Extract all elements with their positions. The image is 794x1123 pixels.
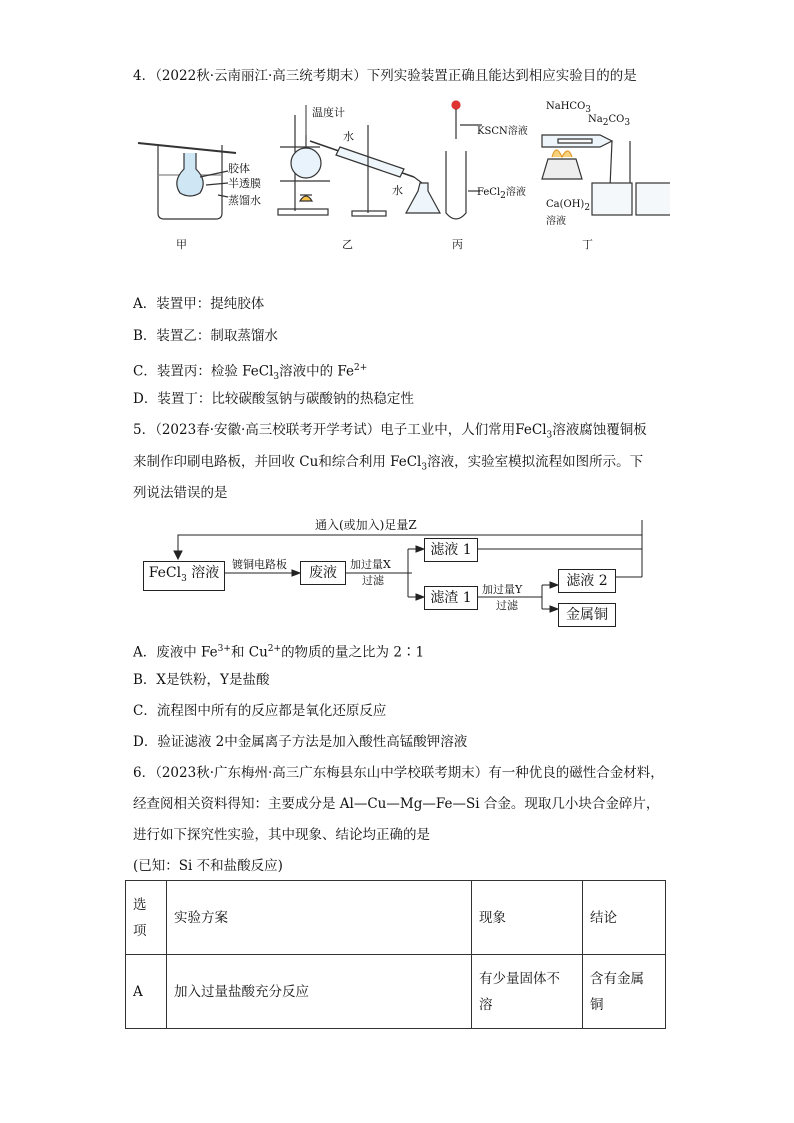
flow-top-label: 通入(或加入)足量Z [315, 518, 417, 532]
header-plan: 实验方案 [167, 881, 472, 955]
q6-stem-line3: 进行如下探究性实验，其中现象、结论均正确的是 [133, 827, 430, 843]
table-row [126, 955, 666, 1029]
row-conclusion: 含有金属 铜 [583, 955, 666, 1029]
jia-label-membrane: 半透膜 [228, 177, 261, 190]
flow-step1-label: 镀铜电路板 [232, 558, 287, 571]
ding-label-lime-solution: 溶液 [546, 216, 566, 227]
flow-box-residue1: 滤渣 1 [424, 586, 478, 610]
header-conclusion: 结论 [583, 881, 666, 955]
flow-box-fecl3: FeCl$_3$ 溶液 [143, 561, 225, 591]
yi-label-water-out: 水 [392, 184, 403, 197]
ding-label-lime: $Ca(OH)_2$ [546, 199, 591, 213]
q5-option-d: D．验证滤液 2中金属离子方法是加入酸性高锰酸钾溶液 [133, 734, 468, 750]
apparatus-bing [446, 101, 482, 219]
flow-step2-top: 加过量X [350, 558, 391, 571]
header-option: 选 项 [126, 881, 167, 955]
flow-box-waste: 废液 [300, 561, 346, 585]
flow-step3-bottom: 过滤 [496, 599, 518, 612]
q5-stem-line2: 来制作印刷电路板，并回收 Cu和综合利用 FeCl$_3$溶液，实验室模拟流程如图所示。下 [133, 454, 644, 473]
q6-stem-line4: (已知：Si 不和盐酸反应) [133, 858, 283, 874]
q5-stem-line3: 列说法错误的是 [133, 485, 228, 501]
q4-option-c: C．装置丙：检验 FeCl$_3$溶液中的 $Fe^{2+}$ [133, 363, 368, 383]
q5-stem-line1: 5．（2023春·安徽·高三校联考开学考试）电子工业中，人们常用FeCl$_3$溶液腐蚀覆铜板 [133, 422, 647, 441]
q5-option-c: C．流程图中所有的反应都是氧化还原反应 [133, 703, 387, 719]
q4-option-b: B．装置乙：制取蒸馏水 [133, 328, 278, 344]
q4-option-d: D．装置丁：比较碳酸氢钠与碳酸钠的热稳定性 [133, 391, 414, 407]
bing-label-reagent: KSCN溶液 [477, 126, 528, 137]
table-header-row [126, 881, 666, 955]
flow-box-filtrate1: 滤液 1 [424, 538, 478, 562]
flow-box-filtrate2: 滤液 2 [558, 569, 616, 593]
header-phenomenon: 现象 [472, 881, 583, 955]
q5-option-b: B．X是铁粉，Y是盐酸 [133, 672, 270, 688]
jia-label-colloid: 胶体 [228, 162, 250, 175]
row-phenomenon: 有少量固体不 溶 [472, 955, 583, 1029]
q4-option-a: A．装置甲：提纯胶体 [133, 296, 265, 312]
q4-stem: 4．（2022秋·云南丽江·高三统考期末）下列实验装置正确且能达到相应实验目的的是 [133, 68, 637, 84]
jia-caption: 甲 [176, 238, 187, 251]
jia-label-water: 蒸馏水 [228, 194, 261, 207]
ding-label-na2co3: $Na_2CO_3$ [588, 114, 631, 128]
bing-label-solution: FeCl$_2$溶液 [477, 187, 526, 201]
ding-label-nahco3: NaHCO$_3$ [546, 101, 592, 115]
row-option: A [126, 955, 167, 1029]
apparatus-yi [278, 105, 440, 216]
flow-step2-bottom: 过滤 [362, 574, 384, 587]
yi-label-water-in: 水 [343, 130, 354, 143]
q5-option-a: A．废液中 $Fe^{3+}$和 $Cu^{2+}$的物质的量之比为 2∶1 [133, 644, 425, 661]
flow-box-copper: 金属铜 [558, 603, 616, 627]
q6-stem-line1: 6．（2023秋·广东梅州·高三广东梅县东山中学校联考期末）有一种优良的磁性合金材料， [133, 765, 664, 781]
ding-caption: 丁 [582, 238, 593, 251]
bing-caption: 丙 [452, 238, 463, 251]
apparatus-jia [138, 143, 236, 219]
row-plan: 加入过量盐酸充分反应 [167, 955, 472, 1029]
q6-stem-line2: 经查阅相关资料得知：主要成分是 Al—Cu—Mg—Fe—Si 合金。现取几小块合金碎片， [133, 796, 660, 812]
flow-step3-top: 加过量Y [482, 583, 523, 596]
yi-caption: 乙 [342, 238, 353, 251]
yi-label-thermometer: 温度计 [312, 106, 345, 119]
q6-table [125, 880, 666, 1029]
